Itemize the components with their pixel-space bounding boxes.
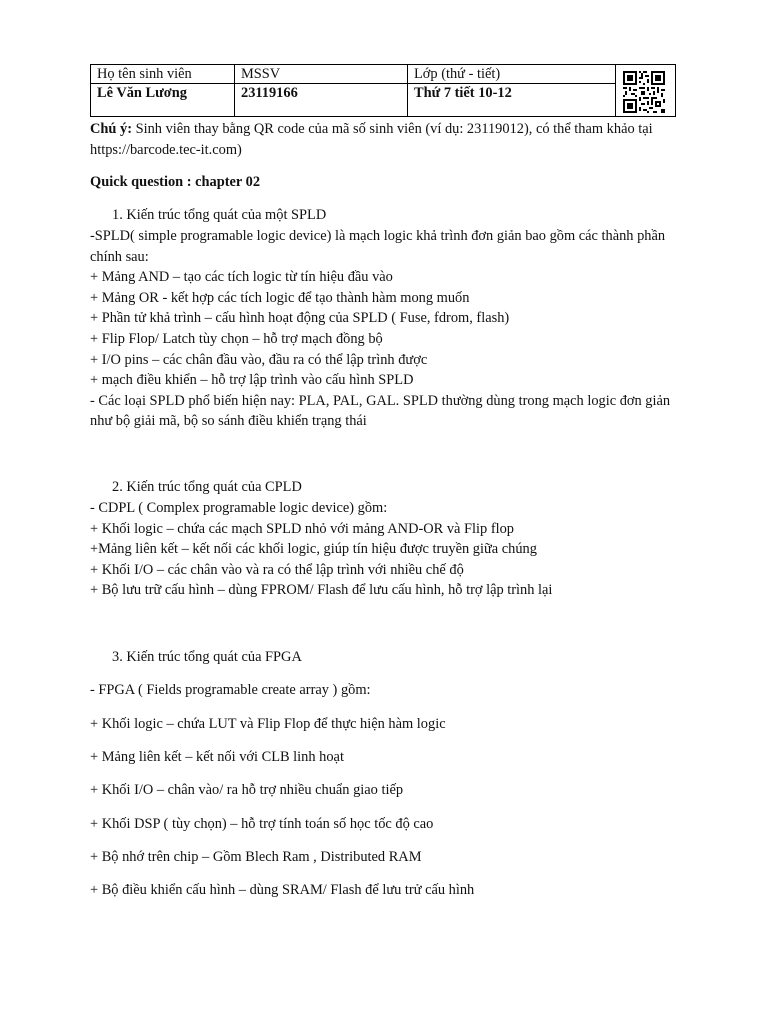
fpga-line-2: + Mảng liên kết – kết nối với CLB linh hoạt <box>90 749 344 765</box>
page-title: Quick question : chapter 02 <box>90 174 261 190</box>
fpga-line-5: + Bộ nhớ trên chip – Gồm Blech Ram , Distributed RAM <box>90 849 422 865</box>
qr-code-icon <box>623 71 665 113</box>
fpga-line-0: - FPGA ( Fields programable create array ) gồm: <box>90 682 371 698</box>
student-name: Lê Văn Lương <box>91 84 235 117</box>
table-value-row <box>91 84 616 117</box>
student-class: Thứ 7 tiết 10-12 <box>408 84 616 117</box>
list-item: + Phần tử khả trình – cấu hình hoạt động của SPLD ( Fuse, fdrom, flash) <box>90 310 510 327</box>
section-1-heading: 1. Kiến trúc tổng quát của một SPLD <box>112 207 327 223</box>
fpga-line-6: + Bộ điều khiển cấu hình – dùng SRAM/ Flash để lưu trử cấu hình <box>90 882 475 898</box>
table-header-row <box>91 65 616 84</box>
list-item: - CDPL ( Complex programable logic device) gồm: <box>90 500 388 516</box>
section-3-heading: 3. Kiến trúc tổng quát của FPGA <box>112 649 302 665</box>
section-2-heading: 2. Kiến trúc tổng quát của CPLD <box>112 479 302 495</box>
list-item: + Bộ lưu trữ cấu hình – dùng FPROM/ Flash để lưu cấu hình, hỗ trợ lập trình lại <box>90 582 553 599</box>
list-item: -SPLD( simple programable logic device) là mạch logic khả trình đơn giản bao gồm các thành phần chính sau: <box>90 228 666 265</box>
student-info-table <box>90 64 616 117</box>
note-paragraph <box>90 119 680 160</box>
list-item: - Các loại SPLD phổ biến hiện nay: PLA, PAL, GAL. SPLD thường dùng trong mạch logic đơn giản như bộ giải mã, bộ so sánh điều khiển trạng thái <box>90 392 671 430</box>
fpga-line-1: + Khối logic – chứa LUT và Flip Flop để thực hiện hàm logic <box>90 716 446 732</box>
qr-cell <box>610 64 676 117</box>
fpga-line-3: + Khối I/O – chân vào/ ra hỗ trợ nhiều chuẩn giao tiếp <box>90 782 404 798</box>
header-name: Họ tên sinh viên <box>91 65 235 84</box>
list-item: +Mảng liên kết – kết nối các khối logic, giúp tín hiệu được truyền giữa chúng <box>90 541 537 558</box>
list-item: + Khối I/O – các chân vào và ra có thể lập trình với nhiều chế độ <box>90 561 464 578</box>
note-label: Chú ý: <box>90 121 132 137</box>
header-mssv: MSSV <box>235 65 408 84</box>
student-id: 23119166 <box>235 84 408 117</box>
list-item: + Flip Flop/ Latch tùy chọn – hỗ trợ mạch đồng bộ <box>90 330 383 347</box>
section-2-body <box>90 498 690 601</box>
list-item: + Mảng OR - kết hợp các tích logic để tạo thành hàm mong muốn <box>90 289 470 306</box>
header-class: Lớp (thứ - tiết) <box>408 65 616 84</box>
list-item: + Khối logic – chứa các mạch SPLD nhỏ với mảng AND-OR và Flip flop <box>90 520 515 537</box>
fpga-line-4: + Khối DSP ( tùy chọn) – hỗ trợ tính toán số học tốc độ cao <box>90 816 434 832</box>
note-text: Sinh viên thay bằng QR code của mã số sinh viên (ví dụ: 23119012), có thể tham khảo tại https://barcode.tec-it.com) <box>90 121 653 158</box>
list-item: + I/O pins – các chân đầu vào, đầu ra có thể lập trình được <box>90 351 428 368</box>
section-1-body <box>90 226 690 432</box>
list-item: + Mảng AND – tạo các tích logic từ tín hiệu đầu vào <box>90 269 393 286</box>
list-item: + mạch điều khiển – hỗ trợ lập trình vào cấu hình SPLD <box>90 372 414 389</box>
